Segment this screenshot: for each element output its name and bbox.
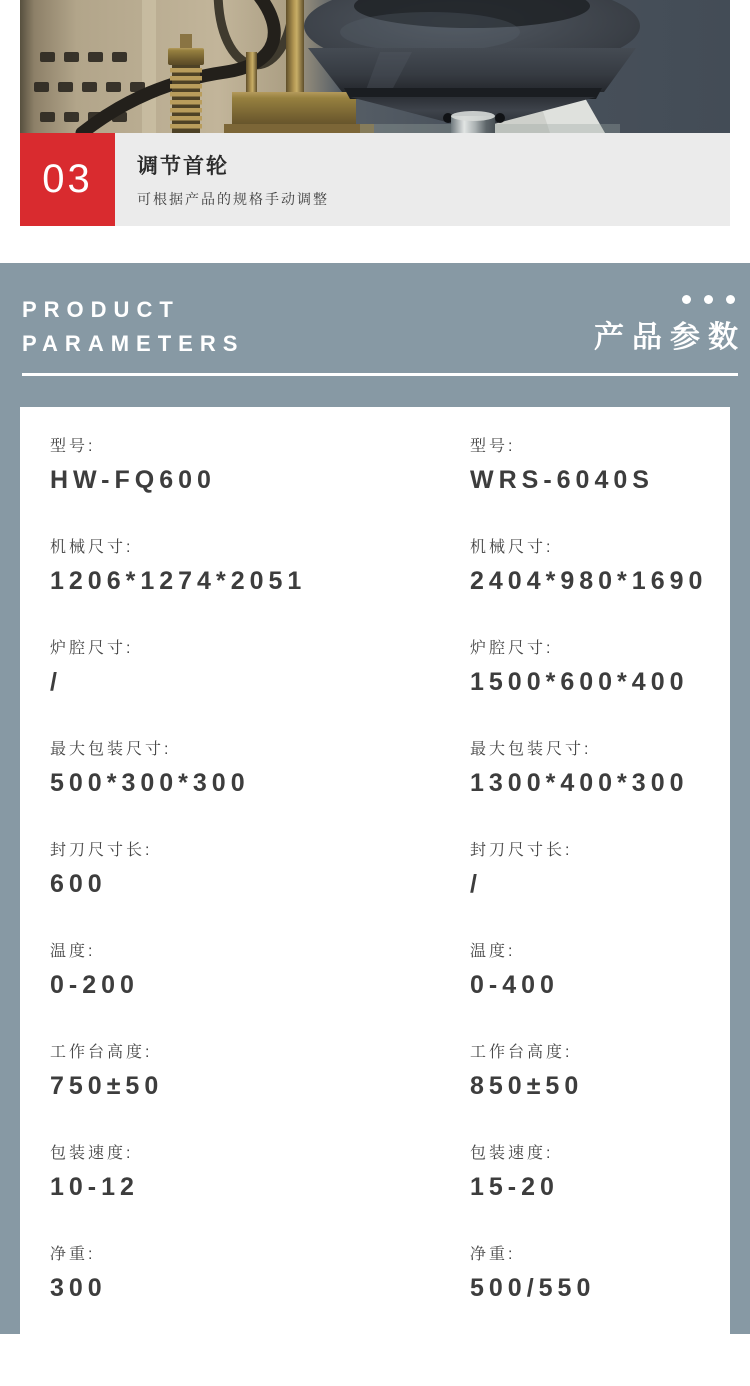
spec-cell-left xyxy=(50,740,470,798)
spec-value-left: 600 xyxy=(50,870,107,898)
feature-number-badge: 03 xyxy=(20,133,115,226)
spec-label-left: 机械尺寸: xyxy=(50,539,134,556)
product-parameters-section xyxy=(0,263,750,1334)
spec-cell-left xyxy=(50,639,470,697)
spec-cell-left xyxy=(50,437,470,495)
spec-row xyxy=(50,1144,710,1202)
spec-cell-right xyxy=(470,437,710,495)
spec-cell-right xyxy=(470,740,710,798)
spec-row xyxy=(50,538,710,596)
spec-label-right: 净重: xyxy=(470,1246,516,1263)
spec-value-right: 850±50 xyxy=(470,1072,584,1100)
spec-row xyxy=(50,740,710,798)
spec-label-right: 包装速度: xyxy=(470,1145,554,1162)
spec-row xyxy=(50,639,710,697)
spec-cell-right xyxy=(470,538,710,596)
spec-value-right: / xyxy=(470,870,482,898)
parameters-title-en xyxy=(22,293,244,361)
spec-cell-left xyxy=(50,1245,470,1303)
spec-label-left: 温度: xyxy=(50,943,96,960)
feature-text-strip xyxy=(115,133,730,226)
spec-value-left: HW-FQ600 xyxy=(50,466,216,494)
spec-label-right: 温度: xyxy=(470,943,516,960)
spec-value-left: 0-200 xyxy=(50,971,139,999)
spec-row xyxy=(50,942,710,1000)
spec-value-right: 1500*600*400 xyxy=(470,668,689,696)
spec-value-right: 15-20 xyxy=(470,1173,559,1201)
parameters-title-cn-wrap xyxy=(594,295,746,356)
spec-cell-left xyxy=(50,841,470,899)
spec-cell-left xyxy=(50,942,470,1000)
spec-row xyxy=(50,1043,710,1101)
feature-title: 调节首轮 xyxy=(137,155,229,178)
spec-value-right: 500/550 xyxy=(470,1274,596,1302)
three-dots-icon xyxy=(594,295,738,304)
machine-photo-illustration xyxy=(20,0,730,133)
spec-label-left: 净重: xyxy=(50,1246,96,1263)
spec-cell-right xyxy=(470,942,710,1000)
spec-row xyxy=(50,841,710,899)
spec-row xyxy=(50,437,710,495)
parameters-title-en-line1: PRODUCT xyxy=(22,297,180,322)
spec-label-left: 工作台高度: xyxy=(50,1044,153,1061)
spec-label-right: 型号: xyxy=(470,438,516,455)
spec-value-right: WRS-6040S xyxy=(470,466,654,494)
spec-value-left: 1206*1274*2051 xyxy=(50,567,307,595)
spec-cell-left xyxy=(50,538,470,596)
spec-value-left: 750±50 xyxy=(50,1072,164,1100)
parameters-title-cn: 产品参数 xyxy=(594,321,746,354)
spec-table xyxy=(20,407,730,1386)
spec-label-right: 工作台高度: xyxy=(470,1044,573,1061)
spec-value-left: 300 xyxy=(50,1274,107,1302)
spec-value-right: 1300*400*300 xyxy=(470,769,689,797)
parameters-title-en-line2: PARAMETERS xyxy=(22,331,245,356)
feature-subtitle: 可根据产品的规格手动调整 xyxy=(137,191,329,207)
spec-cell-left xyxy=(50,1144,470,1202)
header-divider-rule xyxy=(22,373,738,376)
spec-value-left: / xyxy=(50,668,62,696)
spec-label-left: 封刀尺寸长: xyxy=(50,842,153,859)
spec-label-right: 封刀尺寸长: xyxy=(470,842,573,859)
parameters-header xyxy=(0,263,750,361)
spec-cell-left xyxy=(50,1043,470,1101)
machine-photo xyxy=(20,0,730,133)
spec-row xyxy=(50,1245,710,1303)
spec-label-left: 型号: xyxy=(50,438,96,455)
spec-cell-right xyxy=(470,1144,710,1202)
spec-label-right: 炉腔尺寸: xyxy=(470,640,554,657)
spec-label-right: 最大包装尺寸: xyxy=(470,741,592,758)
spec-label-left: 最大包装尺寸: xyxy=(50,741,172,758)
spec-label-left: 炉腔尺寸: xyxy=(50,640,134,657)
spec-label-right: 机械尺寸: xyxy=(470,539,554,556)
spec-cell-right xyxy=(470,1245,710,1303)
feature-bar xyxy=(20,133,730,226)
spec-value-left: 10-12 xyxy=(50,1173,139,1201)
spec-cell-right xyxy=(470,639,710,697)
spec-label-left: 包装速度: xyxy=(50,1145,134,1162)
spec-value-left: 500*300*300 xyxy=(50,769,250,797)
spec-cell-right xyxy=(470,1043,710,1101)
spec-value-right: 0-400 xyxy=(470,971,559,999)
spec-cell-right xyxy=(470,841,710,899)
spec-value-right: 2404*980*1690 xyxy=(470,567,708,595)
